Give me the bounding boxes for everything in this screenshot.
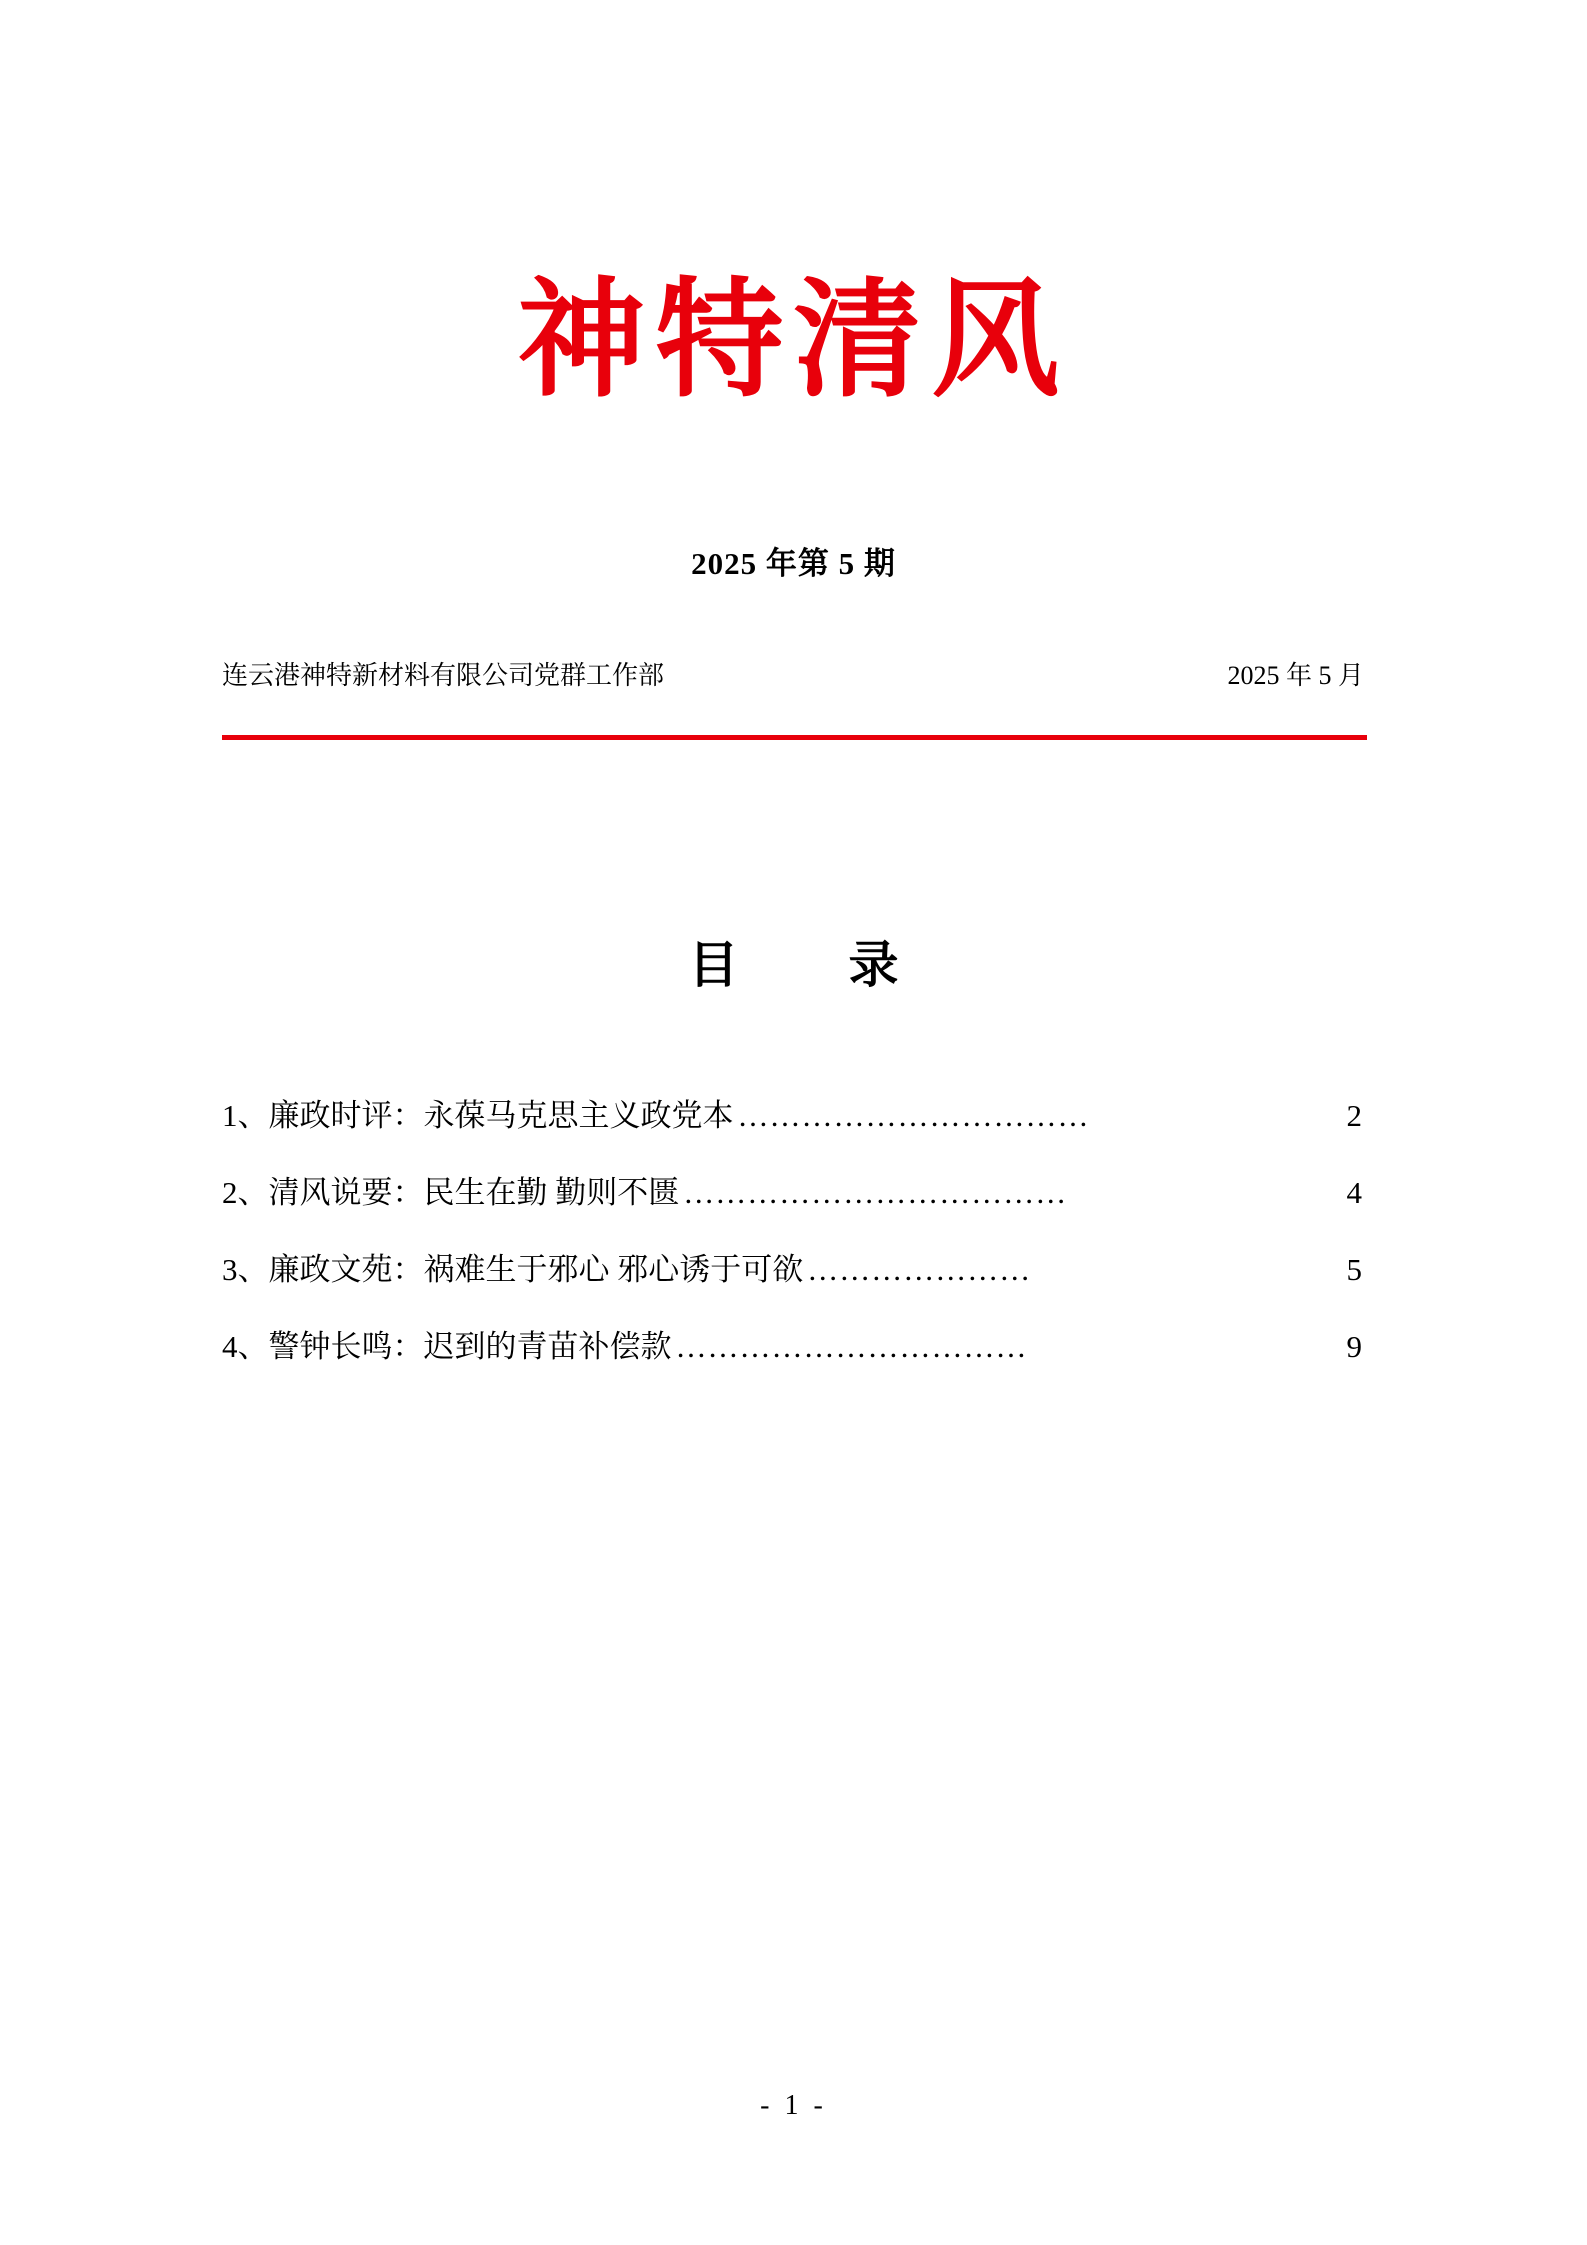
publisher-meta-row [222, 655, 1364, 692]
toc-leader-dots: …………………………… [737, 1100, 1090, 1131]
toc-entry-page: 9 [1346, 1329, 1362, 1364]
toc-leader-dots: ………………… [807, 1254, 1032, 1285]
toc-entry-label: 3、廉政文苑：祸难生于邪心 邪心诱于可欲 [222, 1252, 804, 1287]
toc-entry-label: 1、廉政时评：永葆马克思主义政党本 [222, 1098, 734, 1133]
table-of-contents [222, 1100, 1362, 1408]
toc-entry[interactable] [222, 1177, 1362, 1208]
publisher-department: 连云港神特新材料有限公司党群工作部 [222, 661, 665, 690]
toc-entry-label: 2、清风说要：民生在勤 勤则不匮 [222, 1175, 680, 1210]
toc-entry-page: 5 [1346, 1252, 1362, 1287]
toc-entry[interactable] [222, 1331, 1362, 1362]
toc-leader-dots: …………………………… [675, 1331, 1028, 1362]
publication-date: 2025 年 5 月 [1227, 661, 1364, 690]
page-number-footer: - 1 - [760, 2090, 827, 2121]
toc-leader-dots: ……………………………… [683, 1177, 1068, 1208]
table-of-contents-title: 目 录 [688, 935, 929, 994]
masthead-title: 神特清风 [517, 265, 1070, 415]
toc-entry-label: 4、警钟长鸣：迟到的青苗补偿款 [222, 1329, 672, 1364]
red-divider-rule [222, 735, 1367, 740]
toc-entry[interactable] [222, 1100, 1362, 1131]
toc-entry-page: 2 [1346, 1098, 1362, 1133]
toc-entry[interactable] [222, 1254, 1362, 1285]
toc-entry-page: 4 [1346, 1175, 1362, 1210]
issue-number: 2025 年第 5 期 [691, 546, 896, 581]
